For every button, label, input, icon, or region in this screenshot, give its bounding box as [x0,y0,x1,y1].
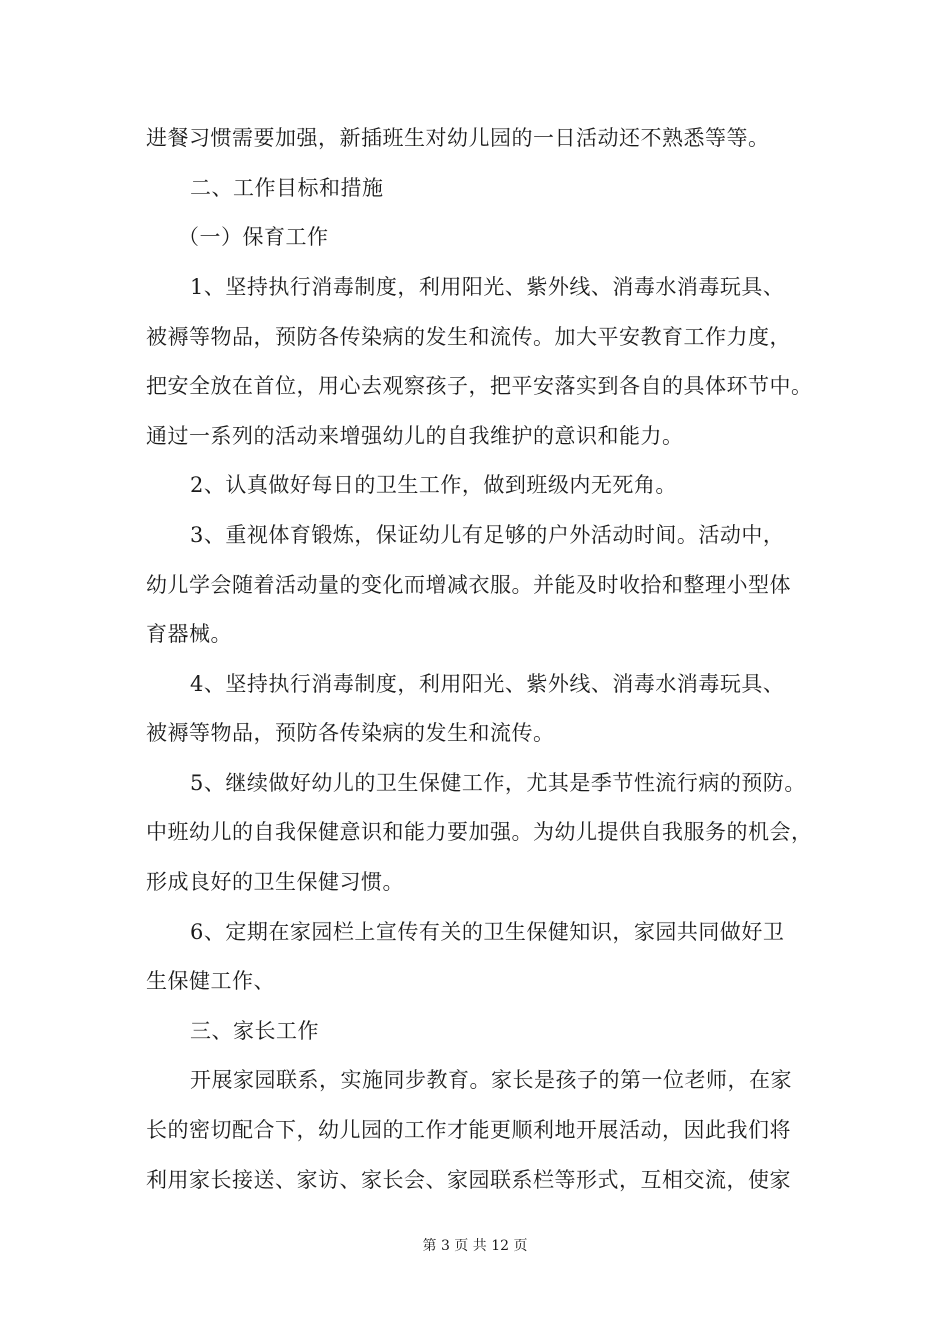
text-line: 中班幼儿的自我保健意识和能力要加强。为幼儿提供自我服务的机会， [146,820,813,844]
section-heading: 三、家长工作 [190,1019,319,1043]
text-line: 3、重视体育锻炼，保证幼儿有足够的户外活动时间。活动中， [190,523,785,547]
text-line: 长的密切配合下，幼儿园的工作才能更顺利地开展活动，因此我们将 [146,1118,791,1142]
text-line: 5、继续做好幼儿的卫生保健工作，尤其是季节性流行病的预防。 [190,771,806,795]
subsection-heading: （一）保育工作 [178,225,329,249]
text-line: 进餐习惯需要加强，新插班生对幼儿园的一日活动还不熟悉等等。 [146,126,770,150]
section-heading: 二、工作目标和措施 [190,176,384,200]
text-line: 被褥等物品，预防各传染病的发生和流传。 [146,721,555,745]
text-line: 生保健工作、 [146,969,275,993]
text-line: 1、坚持执行消毒制度，利用阳光、紫外线、消毒水消毒玩具、 [190,275,785,299]
text-line: 通过一系列的活动来增强幼儿的自我维护的意识和能力。 [146,424,684,448]
page-number-footer: 第 3 页 共 12 页 [422,1238,528,1254]
text-line: 6、定期在家园栏上宣传有关的卫生保健知识，家园共同做好卫 [190,920,785,944]
text-line: 2、认真做好每日的卫生工作，做到班级内无死角。 [190,473,677,497]
text-line: 幼儿学会随着活动量的变化而增减衣服。并能及时收拾和整理小型体 [146,573,791,597]
text-line: 被褥等物品，预防各传染病的发生和流传。加大平安教育工作力度， [146,325,791,349]
text-line: 育器械。 [146,622,232,646]
text-line: 形成良好的卫生保健习惯。 [146,870,404,894]
text-line: 把安全放在首位，用心去观察孩子，把平安落实到各自的具体环节中。 [146,374,813,398]
text-line: 4、坚持执行消毒制度，利用阳光、紫外线、消毒水消毒玩具、 [190,672,785,696]
text-line: 利用家长接送、家访、家长会、家园联系栏等形式，互相交流，使家 [146,1168,791,1192]
text-line: 开展家园联系，实施同步教育。家长是孩子的第一位老师，在家 [190,1068,792,1092]
